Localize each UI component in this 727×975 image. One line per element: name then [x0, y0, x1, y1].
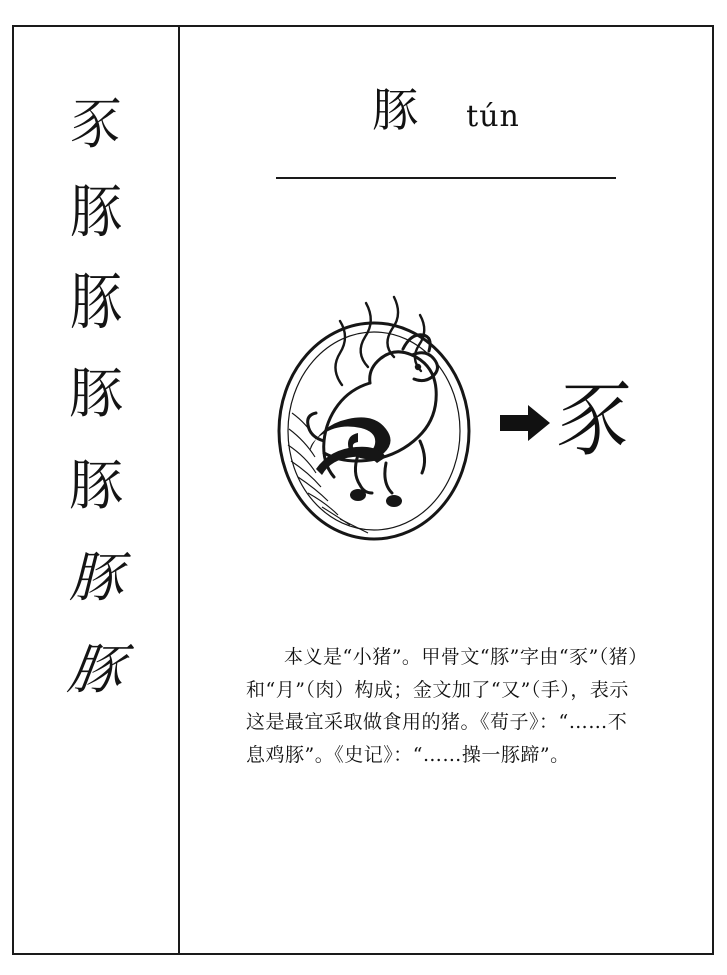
evolution-form-clerical-script: 豚: [69, 362, 123, 425]
pig-pictograph-illustration: [262, 263, 492, 563]
explanation-text: 本义是“小猪”。甲骨文“豚”字由“豕”（猪）和“月”（肉）构成；金文加了“又”（手），表示这是最宜采取做食用的猪。《荀子》：“……不息鸡豚”。《史记》：“……操一豚蹄”。: [246, 646, 639, 767]
header-rule: [276, 177, 616, 179]
headword-character: 豚: [372, 83, 419, 137]
pinyin-reading: tún: [466, 99, 520, 134]
illustration-block: [220, 203, 672, 623]
right-arrow-icon: [498, 403, 552, 443]
evolution-form-regular-script: 豚: [69, 454, 123, 517]
evolution-form-bronze-script: 豚: [69, 180, 122, 246]
derived-oracle-glyph: 豕: [553, 370, 635, 468]
evolution-form-cursive-script: 豚: [64, 638, 128, 701]
evolution-form-oracle-bone-script: 豕: [68, 91, 124, 157]
evolution-form-running-script: 豚: [69, 546, 123, 609]
entry-panel: [180, 27, 712, 953]
evolution-form-seal-script: 豚: [69, 267, 122, 339]
headword-row: [220, 83, 672, 159]
script-evolution-column: [14, 27, 178, 953]
